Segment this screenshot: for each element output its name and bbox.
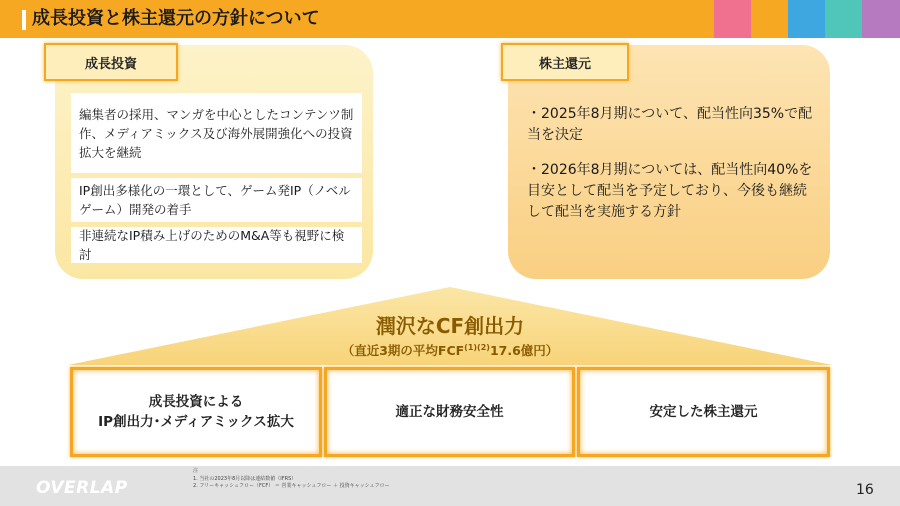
growth-item-text: IP創出多様化の一環として、ゲーム発IP（ノベルゲーム）開発の着手 (79, 183, 351, 217)
growth-item-text: 非連続なIP積み上げのためのM&A等も視野に検討 (79, 228, 345, 262)
company-logo: OVERLAP (36, 478, 128, 498)
footnote-markers: (1)(2) (464, 343, 490, 352)
accent-swatch-teal (825, 0, 862, 38)
footnote-2: 2. フリーキャッシュフロー（FCF） ＝ 営業キャッシュフロー ＋ 投資キャッシュフロー (193, 483, 390, 489)
fcf-subtitle-prefix: （直近3期の平均FCF (341, 343, 465, 359)
accent-swatch-blue (788, 0, 825, 38)
pillar-growth-line2: IP創出力･メディアミックス拡大 (98, 414, 294, 430)
pillar-growth-line1: 成長投資による (148, 394, 244, 410)
pillar-financial-safety-label: 適正な財務安全性 (395, 404, 504, 420)
accent-swatch-pink (714, 0, 751, 38)
pillar-shareholder-return-label: 安定した株主還元 (649, 404, 758, 420)
accent-swatch-purple (862, 0, 900, 38)
footer-bar (0, 466, 900, 506)
average-fcf-subtitle (0, 340, 900, 359)
growth-item (71, 93, 362, 173)
page-number: 16 (856, 482, 874, 498)
fcf-subtitle-value: 17.6億円） (489, 343, 559, 359)
pillar-growth-investment (70, 367, 322, 457)
accent-swatch-orange (751, 0, 788, 38)
footnote-1: 1. 当社の2023年8月以降は連結数値（IFRS） (193, 476, 297, 482)
growth-investment-label: 成長投資 (44, 43, 178, 81)
growth-item (71, 227, 362, 263)
dividend-policy-2026: ・2026年8月期については、配当性向40%を目安として配当を予定しており、今後も継続して配当を実施する方針 (527, 162, 813, 220)
notes-heading: 注 (193, 468, 199, 474)
pillar-shareholder-return (577, 367, 830, 457)
cf-generation-title: 潤沢なCF創出力 (375, 314, 525, 338)
page-title: 成長投資と株主還元の方針について (32, 8, 320, 29)
growth-item-text: 編集者の採用、マンガを中心としたコンテンツ制作、メディアミックス及び海外展開強化への投資拡大を継続 (79, 106, 354, 160)
dividend-policy-2025: ・2025年8月期について、配当性向35%で配当を決定 (527, 106, 813, 143)
title-accent-bar (22, 10, 26, 30)
pillar-financial-safety (324, 367, 575, 457)
growth-item (71, 178, 362, 222)
shareholder-return-label: 株主還元 (501, 43, 629, 81)
